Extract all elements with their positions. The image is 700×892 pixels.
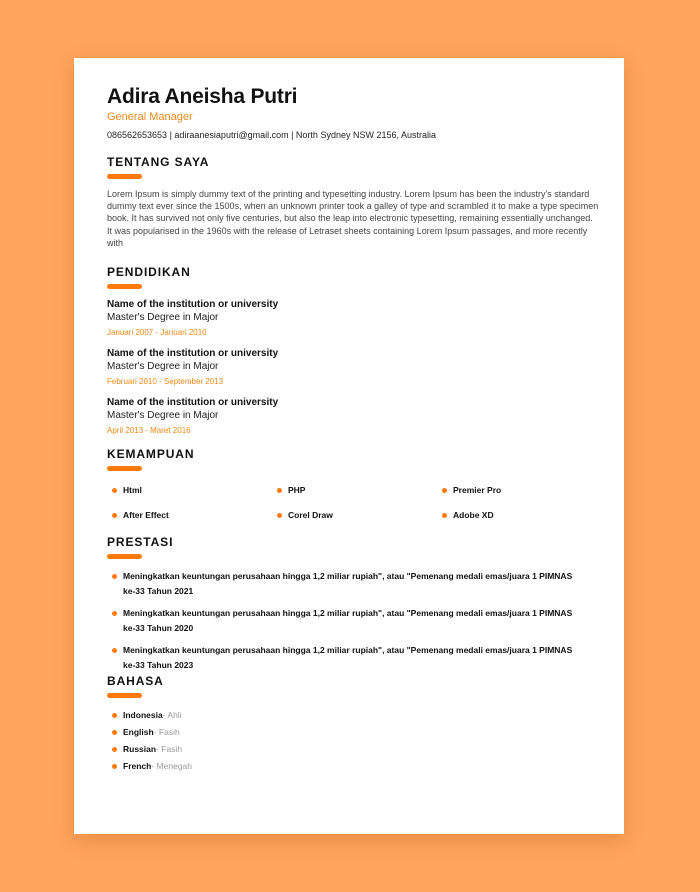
education-date: Januari 2007 - Januari 2010 (107, 328, 207, 337)
achievement-text: Meningkatkan keuntungan perusahaan hingga 1,2 miliar rupiah", atau "Pemenang medali emas/juara 1 PIMNAS ke-33 Tahun 2020 (123, 608, 573, 633)
skill-item (437, 484, 597, 496)
language-name: French (123, 761, 152, 771)
section-title-languages: BAHASA (107, 674, 164, 688)
section-underline (107, 693, 142, 698)
skill-label: PHP (288, 485, 306, 495)
achievement-text: Meningkatkan keuntungan perusahaan hingga 1,2 miliar rupiah", atau "Pemenang medali emas/juara 1 PIMNAS ke-33 Tahun 2021 (123, 571, 573, 596)
language-item (107, 726, 599, 738)
section-title-education: PENDIDIKAN (107, 265, 191, 279)
skills-section (107, 447, 599, 521)
achievements-section (107, 535, 599, 680)
bullet-dot-icon (112, 648, 117, 653)
bullet-dot-icon (442, 488, 447, 493)
skill-label: After Effect (123, 510, 169, 520)
education-item (107, 298, 599, 338)
section-title-about: TENTANG SAYA (107, 155, 210, 169)
skill-item (272, 509, 437, 521)
resume-page (74, 58, 624, 834)
bullet-dot-icon (112, 574, 117, 579)
institution-name: Name of the institution or university (107, 397, 279, 408)
section-underline (107, 174, 142, 179)
contact-info: 086562653653 | adiraanesiaputri@gmail.com | North Sydney NSW 2156, Australia (107, 130, 436, 140)
about-text: Lorem Ipsum is simply dummy text of the printing and typesetting industry. Lorem Ipsum has been the industry's standard dummy text ever since the 1500s, when an unknown printer took a galley of type and scrambled it to make a type specimen book. It has survived not only five centuries, but also the leap into electronic typesetting, remaining essentially unchanged. It was popularised in the 1960s with the release of Letraset sheets containing Lorem Ipsum passages, and more recently with (107, 189, 599, 248)
bullet-dot-icon (277, 513, 282, 518)
education-section (107, 265, 599, 436)
resume-header (107, 84, 599, 141)
degree: Master's Degree in Major (107, 410, 219, 421)
achievement-item (107, 643, 599, 673)
skill-label: Corel Draw (288, 510, 333, 520)
skills-grid (107, 484, 599, 521)
about-section (107, 155, 599, 249)
bullet-dot-icon (277, 488, 282, 493)
bullet-dot-icon (112, 747, 117, 752)
language-item (107, 709, 599, 721)
bullet-dot-icon (112, 713, 117, 718)
language-level: - Fasih (153, 727, 180, 737)
bullet-dot-icon (112, 764, 117, 769)
achievement-item (107, 606, 599, 636)
degree: Master's Degree in Major (107, 361, 219, 372)
languages-list (107, 709, 599, 772)
section-underline (107, 466, 142, 471)
section-title-skills: KEMAMPUAN (107, 447, 195, 461)
language-item (107, 760, 599, 772)
language-name: Russian (123, 744, 157, 754)
education-list (107, 298, 599, 436)
degree: Master's Degree in Major (107, 312, 219, 323)
language-level: - Ahli (162, 710, 182, 720)
bullet-dot-icon (112, 513, 117, 518)
section-title-achievements: PRESTASI (107, 535, 174, 549)
candidate-name: Adira Aneisha Putri (107, 85, 298, 108)
skill-item (107, 509, 272, 521)
bullet-dot-icon (112, 730, 117, 735)
achievement-text: Meningkatkan keuntungan perusahaan hingga 1,2 miliar rupiah", atau "Pemenang medali emas/juara 1 PIMNAS ke-33 Tahun 2023 (123, 645, 573, 670)
language-name: Indonesia (123, 710, 163, 720)
candidate-role: General Manager (107, 111, 193, 123)
institution-name: Name of the institution or university (107, 348, 279, 359)
bullet-dot-icon (112, 488, 117, 493)
achievements-list (107, 569, 599, 673)
skill-item (437, 509, 597, 521)
skill-item (272, 484, 437, 496)
language-name: English (123, 727, 154, 737)
education-item (107, 396, 599, 436)
skill-item (107, 484, 272, 496)
bullet-dot-icon (442, 513, 447, 518)
education-date: April 2013 - Maret 2016 (107, 426, 191, 435)
skill-label: Premier Pro (453, 485, 502, 495)
education-item (107, 347, 599, 387)
language-level: - Fasih (156, 744, 183, 754)
skill-label: Html (123, 485, 142, 495)
section-underline (107, 554, 142, 559)
section-underline (107, 284, 142, 289)
institution-name: Name of the institution or university (107, 299, 279, 310)
bullet-dot-icon (112, 611, 117, 616)
language-level: - Menegah (151, 761, 192, 771)
achievement-item (107, 569, 599, 599)
languages-section (107, 674, 599, 777)
language-item (107, 743, 599, 755)
skill-label: Adobe XD (453, 510, 494, 520)
education-date: Februari 2010 - September 2013 (107, 377, 224, 386)
